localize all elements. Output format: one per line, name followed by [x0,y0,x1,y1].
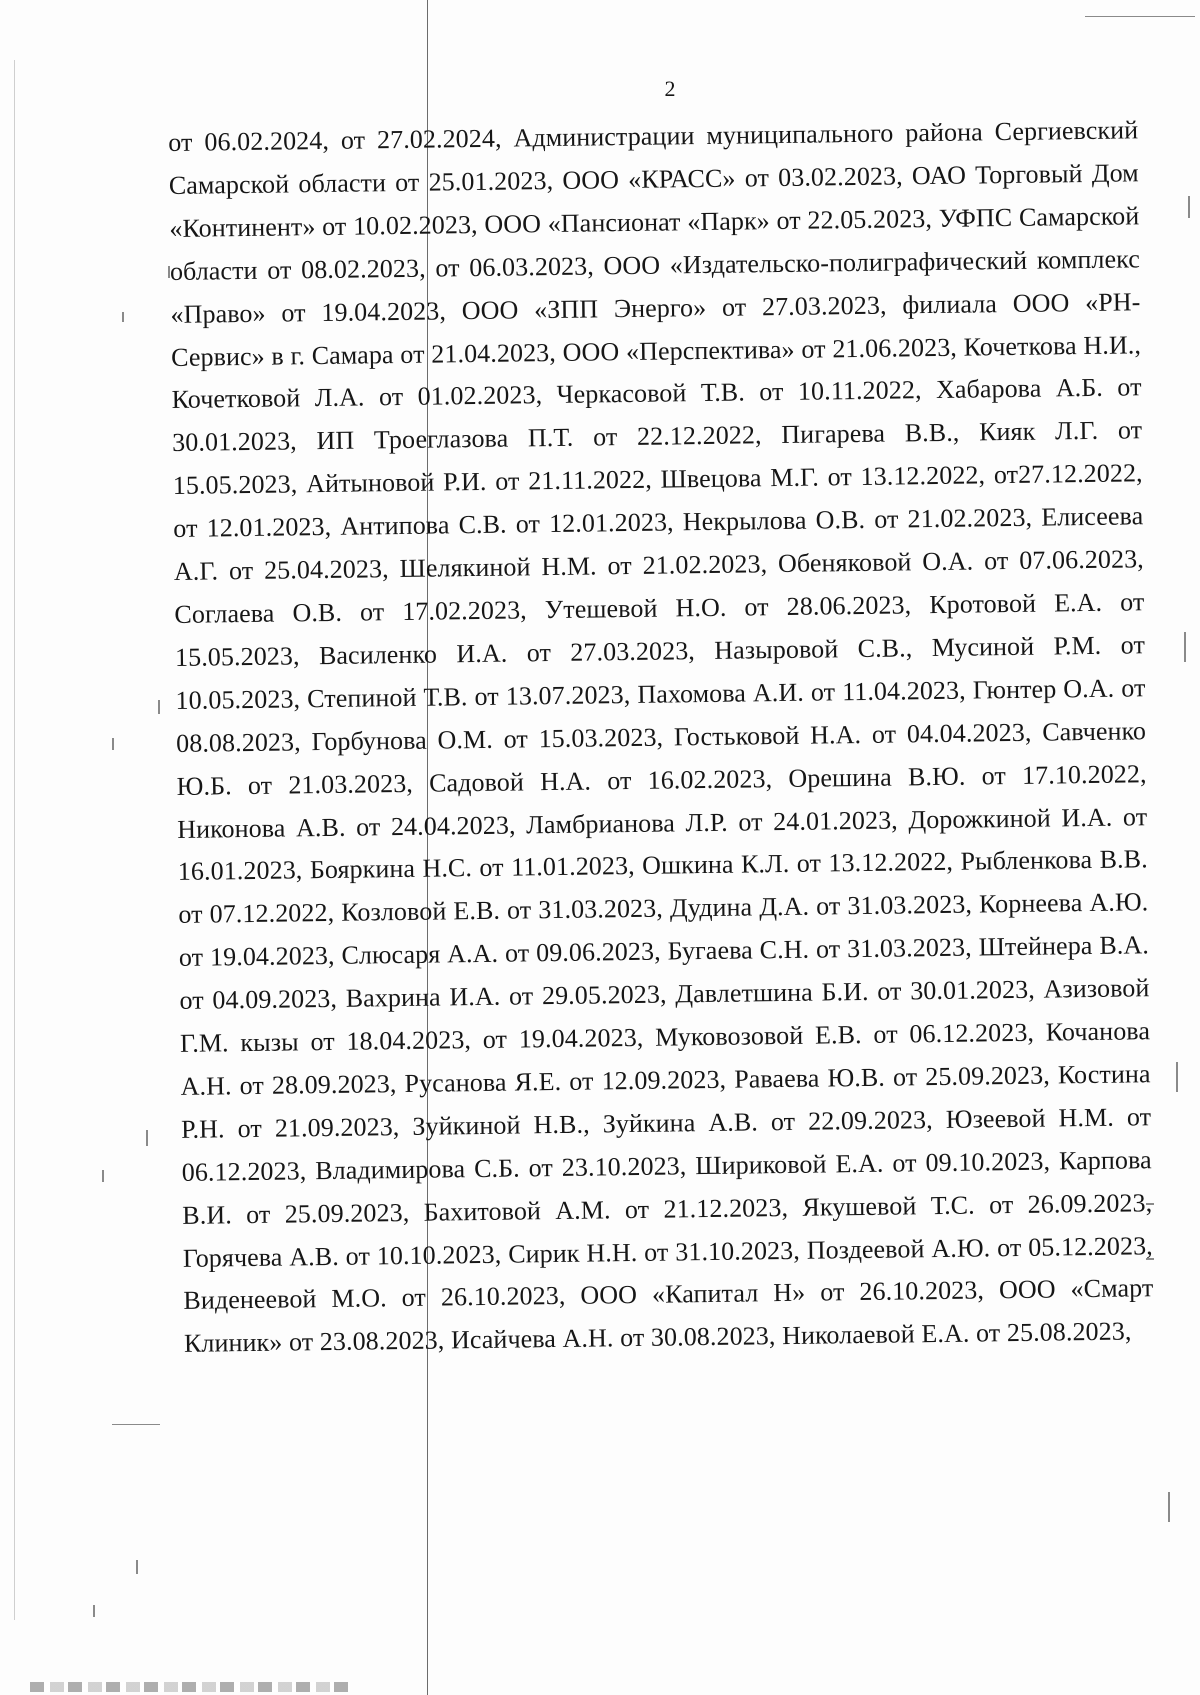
scan-bottom-strip [30,1682,350,1692]
scan-left-edge [14,60,15,1620]
scan-speck [93,1605,95,1617]
scan-top-rule [1085,16,1195,17]
scan-speck [112,738,114,750]
scan-speck [1168,1492,1170,1522]
scan-speck [112,1424,160,1425]
scan-speck [136,1560,138,1574]
page-number: 2 [664,76,676,101]
scan-speck [146,1130,148,1146]
scan-speck [1188,196,1190,218]
scan-speck [122,312,124,322]
scan-speck [158,700,160,714]
document-body-paragraph: от 06.02.2024, от 27.02.2024, Администрации муниципального района Сергиевский Самарской области от 25.01.2023, ООО «КРАСС» от 03.02.2023, ОАО Торговый Дом «Континент» от 10.02.2023, ООО «Пансионат «Парк» от 22.05.2023, УФПС Самарской области от 08.02.2023, от 06.03.2023, ООО «Издательско-полиграфический комплекс «Право» от 19.04.2023, ООО «ЗПП Энерго» от 27.03.2023, филиала ООО «РН-Сервис» в г. Самара от 21.04.2023, ООО «Перспектива» от 21.06.2023, Кочеткова Н.И., Кочетковой Л.А. от 01.02.2023, Черкасовой Т.В. от 10.11.2022, Хабарова А.Б. от 30.01.2023, ИП Троеглазова П.Т. от 22.12.2022, Пигарева В.В., Кияк Л.Г. от 15.05.2023, Айтыновой Р.И. от 21.11.2022, Швецова М.Г. от 13.12.2022, от27.12.2022, от 12.01.2023, Антипова С.В. от 12.01.2023, Некрылова О.В. от 21.02.2023, Елисеева А.Г. от 25.04.2023, Шелякиной Н.М. от 21.02.2023, Обеняковой О.А. от 07.06.2023, Соглаева О.В. от 17.02.2023, Утешевой Н.О. от 28.06.2023, Кротовой Е.А. от 15.05.2023, Василенко И.А. от 27.03.2023, Назыровой С.В., Мусиной Р.М. от 10.05.2023, Степиной Т.В. от 13.07.2023, Пахомова А.И. от 11.04.2023, Гюнтер О.А. от 08.08.2023, Горбунова О.М. от 15.03.2023, Гостьковой Н.А. от 04.04.2023, Савченко Ю.Б. от 21.03.2023, Садовой Н.А. от 16.02.2023, Орешина В.Ю. от 17.10.2022, Никонова А.В. от 24.04.2023, Ламбрианова Л.Р. от 24.01.2023, Дорожкиной И.А. от 16.01.2023, Бояркина Н.С. от 11.01.2023, Ошкина К.Л. от 13.12.2022, Рыбленкова В.В. от 07.12.2022, Козловой Е.В. от 31.03.2023, Дудина Д.А. от 31.03.2023, Корнеева А.Ю. от 19.04.2023, Слюсаря А.А. от 09.06.2023, Бугаева С.Н. от 31.03.2023, Штейнера В.А. от 04.09.2023, Вахрина И.А. от 29.05.2023, Давлетшина Б.И. от 30.01.2023, Азизовой Г.М. кызы от 18.04.2023, от 19.04.2023, Муковозовой Е.В. от 06.12.2023, Кочанова А.Н. от 28.09.2023, Русанова Я.Е. от 12.09.2023, Раваева Ю.В. от 25.09.2023, Костина Р.Н. от 21.09.2023, Зуйкиной Н.В., Зуйкина А.В. от 22.09.2023, Юзеевой Н.М. от 06.12.2023, Владимирова С.Б. от 23.10.2023, Шириковой Е.А. от 09.10.2023, Карпова В.И. от 25.09.2023, Бахитовой А.М. от 21.12.2023, Якушевой Т.С. от 26.09.2023, Горячева А.В. от 10.10.2023, Сирик Н.Н. от 31.10.2023, Поздеевой А.Ю. от 05.12.2023, Виденеевой М.О. от 26.10.2023, ООО «Капитал Н» от 26.10.2023, ООО «Смарт Клиник» от 23.08.2023, Исайчева А.Н. от 30.08.2023, Николаевой Е.А. от 25.08.2023, [168,115,1154,1359]
scan-speck [1184,632,1186,662]
scan-speck [1176,1062,1178,1092]
scan-speck [102,1170,104,1182]
